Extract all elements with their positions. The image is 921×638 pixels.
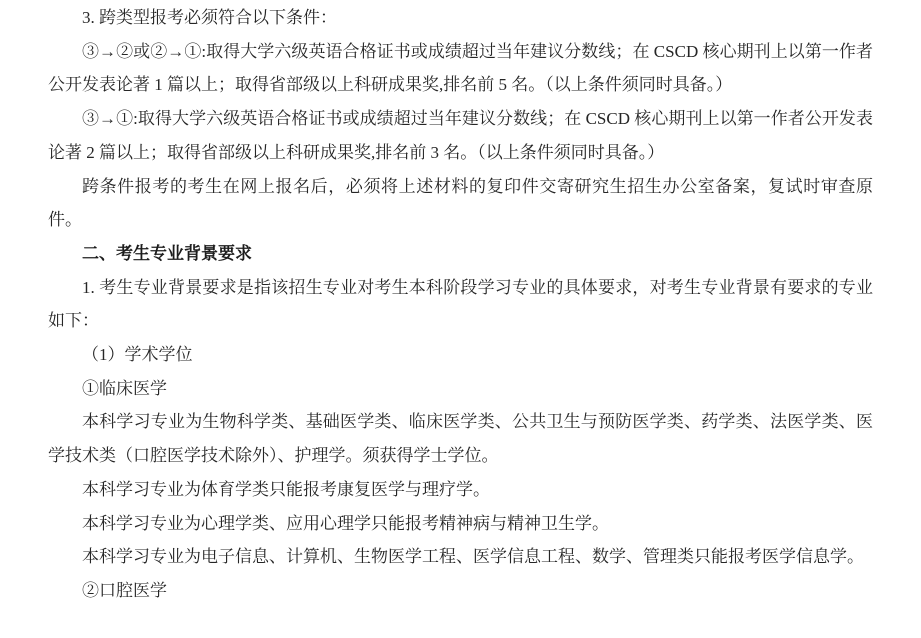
paragraph-engineering-majors: 本科学习专业为电子信息、计算机、生物医学工程、医学信息工程、数学、管理类只能报考医学信息学。 xyxy=(82,547,864,567)
paragraph-background-requirement-intro: 1. 考生专业背景要求是指该招生专业对考生本科阶段学习专业的具体要求，对考生专业背景有要求的专业如下： xyxy=(48,277,873,331)
paragraph-clinical-medicine-label: ①临床医学 xyxy=(82,378,167,398)
paragraph-psychology-majors: 本科学习专业为心理学类、应用心理学只能报考精神病与精神卫生学。 xyxy=(82,513,609,533)
paragraph-sports-majors: 本科学习专业为体育学类只能报考康复医学与理疗学。 xyxy=(82,479,490,499)
paragraph-academic-degree-label: （1）学术学位 xyxy=(82,345,193,365)
paragraph-rule-3-to-1: ③→①:取得大学六级英语合格证书或成绩超过当年建议分数线；在 CSCD 核心期刊上以第一作者公开发表论著 2 篇以上；取得省部级以上科研成果奖,排名前 3 名。（以上条件须同时具备。） xyxy=(48,109,873,162)
paragraph-cross-condition-filing: 跨条件报考的考生在网上报名后，必须将上述材料的复印件交寄研究生招生办公室备案，复试时审查原件。 xyxy=(48,176,873,230)
paragraph-stomatology-label: ②口腔医学 xyxy=(82,580,167,600)
paragraph-cross-type-rule-title: 3. 跨类型报考必须符合以下条件： xyxy=(82,8,337,27)
paragraph-clinical-medicine-majors: 本科学习专业为生物科学类、基础医学类、临床医学类、公共卫生与预防医学类、药学类、法医学类、医学技术类（口腔医学技术除外）、护理学。须获得学士学位。 xyxy=(48,412,873,466)
section-heading: 二、考生专业背景要求 xyxy=(82,243,252,263)
paragraph-rule-3-to-2-or-2-to-1: ③→②或②→①:取得大学六级英语合格证书或成绩超过当年建议分数线；在 CSCD 核心期刊上以第一作者公开发表论著 1 篇以上；取得省部级以上科研成果奖,排名前 5 名。（以上条件须同时具备。） xyxy=(48,41,873,95)
